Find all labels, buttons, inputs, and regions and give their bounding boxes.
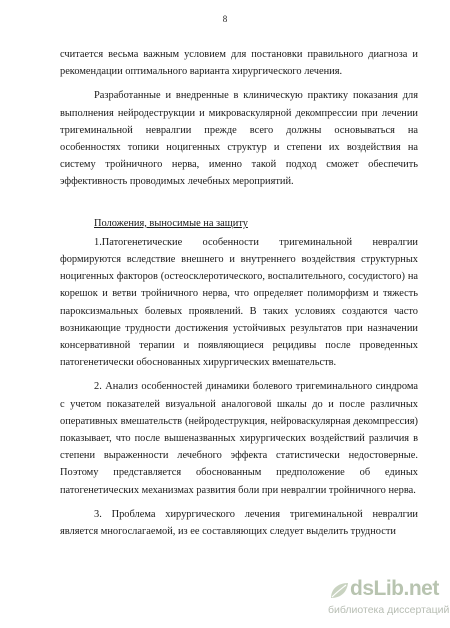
leaf-icon <box>328 581 350 601</box>
paragraph-thesis-3: 3. Проблема хирургического лечения тригеминальной невралгии является многослагаемой, из ее составляющих следует выделить трудности <box>60 508 418 538</box>
page-number: 8 <box>222 14 228 24</box>
paragraph-thesis-2: 2. Анализ особенностей динамики болевого тригеминального синдрома с учетом показателей визуальной аналоговой шкалы до и после различных оперативных вмешательств (нейродеструкция, нейроваскулярная декомпрессия) показывает, что после вышеназванных хирургических воздействий различия в степени выраженности лечебного эффекта статистически недостоверные. Поэтому представляется обоснованным предположение об единых патогенетических механизмах развития боли при невралгии тройничного нерва. <box>60 381 418 496</box>
paragraph-indications: Разработанные и внедренные в клиническую практику показания для выполнения нейродеструкции и микроваскулярной декомпрессии при лечении тригеминальной невралгии прежде всего должны основываться на особенностях топики ноцигенных структур и степени их воздействия на систему тройничного нерва, именно такой подход сможет обеспечить эффективность проводимых лечебных мероприятий. <box>60 90 418 188</box>
section-heading: Положения, выносимые на защиту <box>94 217 248 229</box>
watermark <box>328 577 450 620</box>
watermark-caption: библиотека диссертаций <box>328 604 450 616</box>
watermark-logo-text: dsLib.net <box>350 577 439 600</box>
watermark-logo <box>328 577 440 602</box>
document-body <box>60 46 418 540</box>
paragraph-thesis-1: 1.Патогенетические особенности тригеминальной невралгии формируются вследствие внешнего и внутреннего воздействия структурных ноцигенных факторов (остеосклеротического, воспалительного, сосудистого) на корешок и ветви тройничного нерва, что определяет полиморфизм и тяжесть пароксизмальных болевых проявлений. В таких условиях создаются часто возникающие трудности достижения устойчивых результатов при назначении консервативной терапии и появляющиеся рецидивы после проведенных патогенетически обоснованных хирургических вмешательств. <box>60 236 418 369</box>
paragraph-continuation: считается весьма важным условием для постановки правильного диагноза и рекомендации оптимального варианта хирургического лечения. <box>60 49 418 78</box>
